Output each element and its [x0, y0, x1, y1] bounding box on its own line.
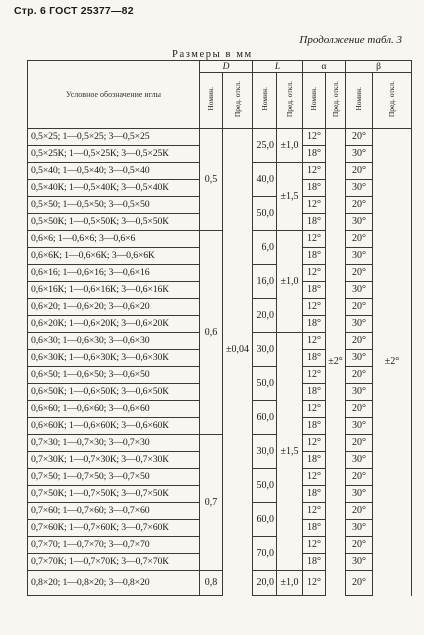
alpha-cell: 18° — [303, 282, 326, 299]
l-nominal-cell: 60,0 — [253, 503, 277, 537]
designation-cell: 0,6×30К; 1—0,6×30К; 3—0,6×30К — [28, 350, 200, 367]
alpha-cell: 18° — [303, 486, 326, 503]
designation-cell: 0,6×60К; 1—0,6×60К; 3—0,6×60К — [28, 418, 200, 435]
table-continuation: Продолжение табл. 3 — [299, 34, 402, 46]
alpha-cell: 18° — [303, 180, 326, 197]
designation-cell: 0,5×40К; 1—0,5×40К; 3—0,5×40К — [28, 180, 200, 197]
alpha-cell: 18° — [303, 520, 326, 537]
alpha-tolerance-cell: ±2° — [326, 129, 346, 596]
beta-cell: 30° — [346, 316, 373, 333]
beta-nomin-header: Номин. — [346, 73, 373, 129]
beta-cell: 20° — [346, 231, 373, 248]
designation-cell: 0,6×20К; 1—0,6×20К; 3—0,6×20К — [28, 316, 200, 333]
beta-cell: 20° — [346, 333, 373, 350]
designation-cell: 0,7×70; 1—0,7×70; 3—0,7×70 — [28, 537, 200, 554]
designation-cell: 0,7×60К; 1—0,7×60К; 3—0,7×60К — [28, 520, 200, 537]
designation-cell: 0,7×70К; 1—0,7×70К; 3—0,7×70К — [28, 554, 200, 571]
alpha-cell: 12° — [303, 197, 326, 214]
designation-cell: 0,6×50; 1—0,6×50; 3—0,6×50 — [28, 367, 200, 384]
beta-tol-header: Пред. откл. — [373, 73, 412, 129]
d-header: D — [200, 61, 253, 73]
beta-cell: 30° — [346, 520, 373, 537]
alpha-cell: 12° — [303, 333, 326, 350]
alpha-cell: 12° — [303, 401, 326, 418]
l-nominal-cell: 60,0 — [253, 401, 277, 435]
l-nominal-cell: 6,0 — [253, 231, 277, 265]
beta-cell: 30° — [346, 486, 373, 503]
beta-cell: 20° — [346, 537, 373, 554]
d-nominal-cell: 0,8 — [200, 571, 223, 596]
l-tolerance-cell: ±1,0 — [277, 571, 303, 596]
designation-cell: 0,6×6К; 1—0,6×6К; 3—0,6×6К — [28, 248, 200, 265]
l-nominal-cell: 70,0 — [253, 537, 277, 571]
d-nominal-cell: 0,5 — [200, 129, 223, 231]
beta-cell: 30° — [346, 350, 373, 367]
alpha-cell: 12° — [303, 231, 326, 248]
beta-cell: 20° — [346, 469, 373, 486]
designation-cell: 0,8×20; 1—0,8×20; 3—0,8×20 — [28, 571, 200, 596]
beta-cell: 30° — [346, 554, 373, 571]
designation-cell: 0,7×50К; 1—0,7×50К; 3—0,7×50К — [28, 486, 200, 503]
beta-cell: 20° — [346, 197, 373, 214]
designation-cell: 0,6×16К; 1—0,6×16К; 3—0,6×16К — [28, 282, 200, 299]
alpha-cell: 18° — [303, 418, 326, 435]
alpha-cell: 12° — [303, 129, 326, 146]
l-tolerance-cell: ±1,5 — [277, 333, 303, 571]
beta-cell: 30° — [346, 146, 373, 163]
designation-cell: 0,6×50К; 1—0,6×50К; 3—0,6×50К — [28, 384, 200, 401]
designation-cell: 0,6×60; 1—0,6×60; 3—0,6×60 — [28, 401, 200, 418]
alpha-cell: 18° — [303, 248, 326, 265]
l-nominal-cell: 30,0 — [253, 435, 277, 469]
beta-cell: 30° — [346, 384, 373, 401]
designation-cell: 0,7×60; 1—0,7×60; 3—0,7×60 — [28, 503, 200, 520]
alpha-cell: 12° — [303, 163, 326, 180]
l-nominal-cell: 40,0 — [253, 163, 277, 197]
designation-cell: 0,7×30; 1—0,7×30; 3—0,7×30 — [28, 435, 200, 452]
designation-cell: 0,5×50К; 1—0,5×50К; 3—0,5×50К — [28, 214, 200, 231]
l-header: L — [253, 61, 303, 73]
l-nominal-cell: 16,0 — [253, 265, 277, 299]
alpha-cell: 18° — [303, 384, 326, 401]
designation-cell: 0,5×40; 1—0,5×40; 3—0,5×40 — [28, 163, 200, 180]
beta-cell: 20° — [346, 299, 373, 316]
beta-cell: 20° — [346, 163, 373, 180]
beta-cell: 20° — [346, 367, 373, 384]
l-nominal-cell: 30,0 — [253, 333, 277, 367]
designation-cell: 0,7×50; 1—0,7×50; 3—0,7×50 — [28, 469, 200, 486]
beta-cell: 30° — [346, 214, 373, 231]
d-nomin-header: Номин. — [200, 73, 223, 129]
d-tolerance-cell — [223, 571, 253, 596]
d-nominal-cell: 0,7 — [200, 435, 223, 571]
beta-cell: 30° — [346, 248, 373, 265]
alpha-tol-header: Пред. откл. — [326, 73, 346, 129]
designation-cell: 0,6×30; 1—0,6×30; 3—0,6×30 — [28, 333, 200, 350]
designation-header: Условное обозначение иглы — [28, 61, 200, 129]
beta-cell: 20° — [346, 401, 373, 418]
beta-cell: 20° — [346, 265, 373, 282]
l-nominal-cell: 20,0 — [253, 571, 277, 596]
designation-cell: 0,5×25К; 1—0,5×25К; 3—0,5×25К — [28, 146, 200, 163]
alpha-cell: 18° — [303, 452, 326, 469]
l-nomin-header: Номин. — [253, 73, 277, 129]
beta-cell: 20° — [346, 503, 373, 520]
l-tolerance-cell: ±1,5 — [277, 163, 303, 231]
beta-cell: 30° — [346, 282, 373, 299]
designation-cell: 0,7×30К; 1—0,7×30К; 3—0,7×30К — [28, 452, 200, 469]
needle-dimensions-table — [27, 60, 412, 596]
beta-cell: 20° — [346, 129, 373, 146]
beta-cell: 20° — [346, 571, 373, 596]
l-nominal-cell: 25,0 — [253, 129, 277, 163]
l-tol-header: Пред. откл. — [277, 73, 303, 129]
l-nominal-cell: 50,0 — [253, 469, 277, 503]
beta-cell: 20° — [346, 435, 373, 452]
alpha-cell: 12° — [303, 537, 326, 554]
alpha-cell: 12° — [303, 265, 326, 282]
l-nominal-cell: 50,0 — [253, 367, 277, 401]
beta-cell: 30° — [346, 180, 373, 197]
d-nominal-cell: 0,6 — [200, 231, 223, 435]
alpha-cell: 18° — [303, 316, 326, 333]
alpha-cell: 18° — [303, 350, 326, 367]
l-nominal-cell: 20,0 — [253, 299, 277, 333]
l-tolerance-cell: ±1,0 — [277, 129, 303, 163]
sizes-caption: Размеры в мм — [172, 49, 253, 60]
d-tolerance-cell: ±0,04 — [223, 129, 253, 571]
beta-tolerance-cell: ±2° — [373, 129, 412, 596]
alpha-cell: 12° — [303, 435, 326, 452]
alpha-header: α — [303, 61, 346, 73]
designation-cell: 0,5×25; 1—0,5×25; 3—0,5×25 — [28, 129, 200, 146]
alpha-cell: 12° — [303, 367, 326, 384]
designation-cell: 0,6×6; 1—0,6×6; 3—0,6×6 — [28, 231, 200, 248]
designation-cell: 0,6×16; 1—0,6×16; 3—0,6×16 — [28, 265, 200, 282]
beta-cell: 30° — [346, 452, 373, 469]
beta-header: β — [346, 61, 412, 73]
alpha-nomin-header: Номин. — [303, 73, 326, 129]
alpha-cell: 12° — [303, 299, 326, 316]
designation-cell: 0,5×50; 1—0,5×50; 3—0,5×50 — [28, 197, 200, 214]
beta-cell: 30° — [346, 418, 373, 435]
alpha-cell: 18° — [303, 214, 326, 231]
l-nominal-cell: 50,0 — [253, 197, 277, 231]
l-tolerance-cell: ±1,0 — [277, 231, 303, 333]
alpha-cell: 12° — [303, 503, 326, 520]
d-tol-header: Пред. откл. — [223, 73, 253, 129]
page-header: Стр. 6 ГОСТ 25377—82 — [14, 5, 134, 17]
alpha-cell: 12° — [303, 469, 326, 486]
alpha-cell: 18° — [303, 554, 326, 571]
alpha-cell: 18° — [303, 146, 326, 163]
alpha-cell: 12° — [303, 571, 326, 596]
designation-cell: 0,6×20; 1—0,6×20; 3—0,6×20 — [28, 299, 200, 316]
